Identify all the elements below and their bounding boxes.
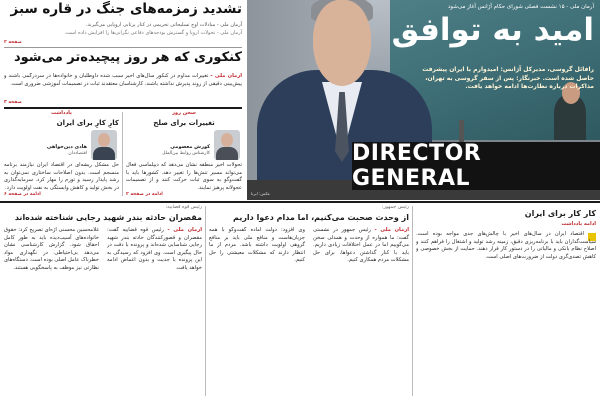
column-note: [4, 110, 119, 198]
avatar: [214, 130, 240, 160]
body-port-accident-b: غلامحسین محسنی اژه‌ای تصریح کرد: حقوق خانواده‌های آسیب‌دیده باید به طور کامل احقاق شود. گزارش کارشناسی نشان می‌دهد بی‌احتیاطی در نگهداری مواد خطرناک عامل اصلی بوده است. دستگاه‌های نظارتی نیز موظف به پاسخگویی هستند.: [4, 227, 99, 271]
day-talk-label: سخن روز: [172, 110, 196, 116]
note-author: هادی دین‌خواهی: [46, 144, 87, 150]
body-work-iran: اقتصاد ایران در سال‌های اخیر با چالش‌های جدی مواجه بوده است. سیاست‌گذاران باید با برنامه‌ریزی دقیق، زمینه رشد تولید و اشتغال را فراهم کنند و اصلاح نظام بانکی و مالیاتی را در دستور کار قرار دهند. حمایت از بخش خصوصی و کاهش تصدی‌گری دولت از ضرورت‌های اصلی است.: [416, 231, 596, 260]
name-plate: DIRECTOR GENERAL: [352, 142, 600, 190]
body-president-b: وی افزود: دولت آماده گفت‌وگو با همه جریان‌هاست و منافع ملی باید بر منافع گروهی اولویت داشته باشد. مردم از ما انتظار دارند که مشکلات معیشتی را حل کنیم.: [209, 227, 305, 264]
headline-konkur[interactable]: کنکوری که هر روز پیچیده‌تر می‌شود: [13, 50, 242, 65]
body-president-a: [313, 227, 409, 397]
column-day-talk: [126, 110, 242, 198]
divider: [205, 206, 206, 396]
lead-port: آرمان ملی -: [163, 227, 202, 233]
divider: [4, 107, 242, 109]
note-author-role: اقتصاددان: [68, 151, 87, 156]
divider: [0, 201, 600, 203]
day-talk-body: تحولات اخیر منطقه نشان می‌دهد که دیپلماسی فعال می‌تواند مسیر تنش‌ها را تغییر دهد. کشورها باید با گفت‌وگو به سوی ثبات حرکت کنند و از تصمیمات عجولانه پرهیز نمایند.: [126, 162, 242, 191]
body-konkur-text: تغییرات مداوم در کنکور سال‌های اخیر سبب شده داوطلبان و خانواده‌ها در سردرگمی باشند و پیش‌بینی دقیقی از روند پذیرش نداشته باشند. کارشناسان معتقدند ثبات در تصمیمات آموزشی ضروری است.: [4, 73, 242, 87]
note-body: حل مشکل ریشه‌ای در اقتصاد ایران نیازمند برنامه منسجم است. بدون اصلاحات ساختاری نمی‌توان به رشد پایدار رسید و تورم را مهار کرد. سرمایه‌گذاری در بخش تولید و کاهش وابستگی به نفت اولویت دارد.: [4, 162, 119, 191]
note-page-ref[interactable]: ادامه در صفحه ۶: [4, 192, 41, 197]
hero-photo[interactable]: [247, 0, 600, 200]
headline-port-accident[interactable]: مقصران حادثه بندر شهید رجایی شناخته شده‌اند: [14, 213, 202, 222]
article-port-accident: [4, 205, 202, 400]
divider: [122, 112, 123, 196]
page-ref-1[interactable]: صفحه ۲: [4, 40, 22, 45]
page-ref-2[interactable]: صفحه ۳: [4, 100, 22, 105]
hero-deck: رافائل گروسی، مدیرکل آژانس: امیدوارم با ایران پیشرفت حاصل شده است. خبرنگار: پس از سفر گروسی به تهران، مذاکرات درباره نظارت‌ها ادامه خواهد یافت.: [422, 66, 594, 91]
article-president: [209, 205, 409, 400]
deck-green-continent: آرمان ملی - مبادلات اوج تسلیحاتی تحریمی در کنار پرتابی اروپایی می‌گیرند.: [85, 22, 242, 28]
body-port-a-text: رئیس قوه قضاییه گفت: مقصران و قصورکنندگان حادثه بندر شهید رجایی شناسایی شده‌اند و پرونده با دقت در حال پیگیری است. وی افزود که رسیدگی به این پرونده با جدیت و بدون اغماض ادامه خواهد یافت.: [107, 227, 202, 271]
speaker-head: [313, 0, 371, 86]
hero-title[interactable]: امید به توافق: [391, 12, 594, 48]
divider: [412, 206, 413, 396]
deck-green-continent-2: آرمان ملی - تحولات اروپا و گسترش بودجه‌های دفاعی نگرانی‌ها را افزایش داده است.: [64, 30, 242, 36]
headline-president[interactable]: از وحدت صحبت می‌کنیم، اما مدام دعوا داریم: [233, 213, 409, 222]
day-talk-title[interactable]: تغییرات برای صلح: [153, 119, 215, 127]
day-talk-author: کورش معصومی: [170, 144, 210, 150]
note-title[interactable]: کارِ کارِ برای ایران: [56, 119, 119, 127]
sub-work-iran: ادامه یادداشت: [561, 221, 596, 227]
day-talk-author-role: کارشناس روابط بین‌الملل: [162, 151, 210, 156]
body-port-accident-a: [107, 227, 202, 397]
hero-kicker: آرمان ملی - ۱۵ نشست فصلی شورای حکام آژانس آغاز می‌شود: [447, 4, 594, 10]
avatar: [91, 130, 117, 160]
article-work-iran: [416, 205, 596, 400]
divider: [4, 47, 242, 48]
kicker-president: رئیس جمهور:: [381, 205, 409, 210]
kicker-judiciary: رئیس قوه قضاییه:: [165, 205, 202, 210]
day-talk-page-ref[interactable]: ادامه در صفحه ۲: [126, 192, 163, 197]
note-label: یادداشت: [51, 110, 72, 116]
headline-green-continent[interactable]: تشدید زمزمه‌های جنگ در قاره سبز: [10, 1, 242, 17]
photo-credit: عکس: ایرنا: [251, 191, 271, 196]
lead-konkur: آرمان ملی -: [208, 73, 242, 79]
headline-work-iran[interactable]: کار کار برای ایران: [524, 209, 596, 218]
body-president-a-text: رئیس جمهور در نشستی گفت: ما همواره از وحدت و همدلی سخن می‌گوییم اما در عمل اختلافات زیادی داریم. باید با کنار گذاشتن دعواها، برای حل مشکلات مردم همکاری کنیم.: [313, 227, 409, 264]
lead-president: آرمان ملی -: [370, 227, 409, 233]
body-konkur: [4, 73, 242, 103]
